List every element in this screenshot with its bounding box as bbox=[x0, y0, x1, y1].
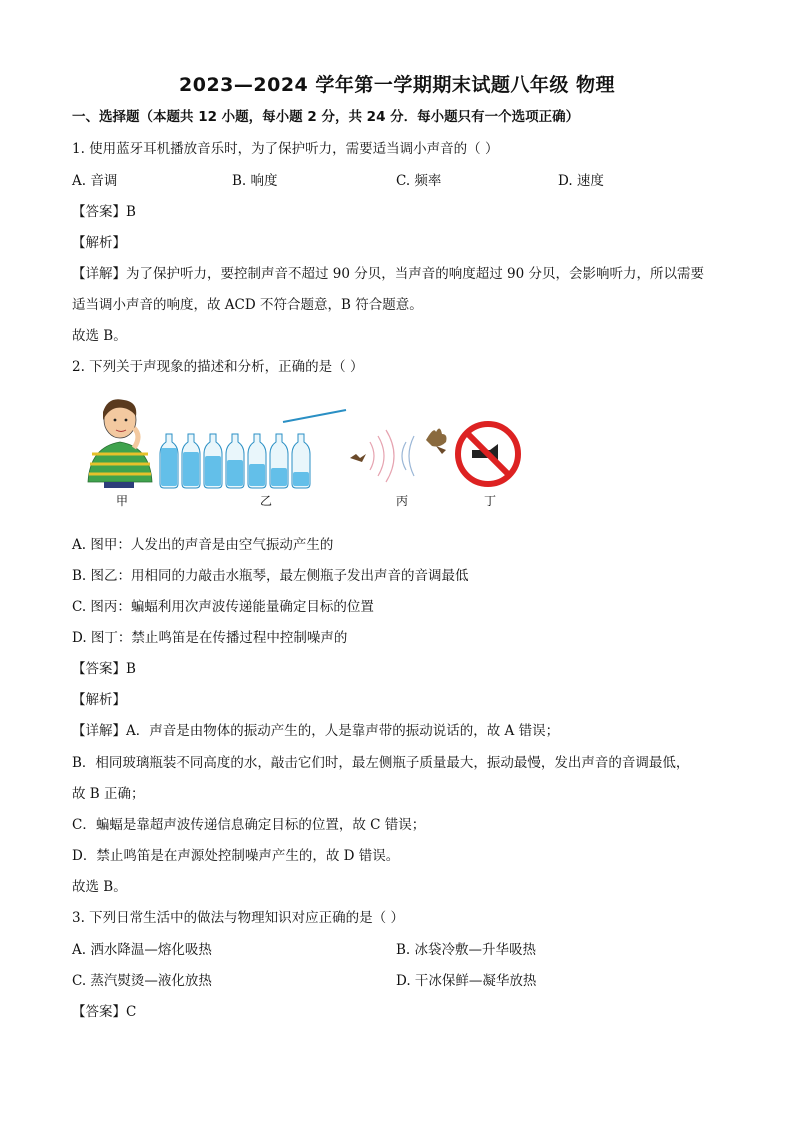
q1-option-b: B. 响度 bbox=[232, 173, 278, 189]
figure-label-jia: 甲 bbox=[116, 494, 129, 508]
q2-conclusion: 故选 B。 bbox=[72, 879, 127, 895]
q2-detail-b-line-2: 故 B 正确； bbox=[72, 786, 145, 802]
question-3-stem: 3. 下列日常生活中的做法与物理知识对应正确的是（ ） bbox=[72, 910, 404, 926]
q2-option-d: D. 图丁：禁止鸣笛是在传播过程中控制噪声的 bbox=[72, 630, 348, 646]
q2-option-a: A. 图甲：人发出的声音是由空气振动产生的 bbox=[72, 537, 334, 553]
q2-option-b: B. 图乙：用相同的力敲击水瓶琴，最左侧瓶子发出声音的音调最低 bbox=[72, 568, 469, 584]
page-title: 2023—2024 学年第一学期期末试题八年级 物理 bbox=[179, 74, 615, 96]
question-1-stem: 1. 使用蓝牙耳机播放音乐时，为了保护听力，需要适当调小声音的（ ） bbox=[72, 141, 499, 157]
q1-option-a: A. 音调 bbox=[72, 173, 118, 189]
q2-detail-b-line-1: B．相同玻璃瓶装不同高度的水，敲击它们时，最左侧瓶子质量最大，振动最慢，发出声音的音调最低， bbox=[72, 755, 690, 771]
section-heading: 一、选择题（本题共 12 小题，每小题 2 分，共 24 分．每小题只有一个选项正确） bbox=[72, 109, 580, 125]
bat-ultrasound-illustration bbox=[350, 428, 447, 482]
figure-label-yi: 乙 bbox=[260, 494, 273, 508]
figure-label-ding: 丁 bbox=[484, 494, 497, 508]
q3-option-b: B. 冰袋冷敷—升华吸热 bbox=[396, 942, 537, 958]
q2-detail-a: 【详解】A．声音是由物体的振动产生的，人是靠声带的振动说话的，故 A 错误； bbox=[72, 723, 560, 739]
water-bottles-illustration bbox=[160, 410, 346, 488]
q1-detail-line-2: 适当调小声音的响度，故 ACD 不符合题意，B 符合题意。 bbox=[72, 297, 423, 313]
sound-phenomena-figure bbox=[78, 392, 528, 512]
q2-option-c: C. 图丙：蝙蝠利用次声波传递能量确定目标的位置 bbox=[72, 599, 374, 615]
q3-answer: 【答案】C bbox=[72, 1004, 137, 1020]
q1-option-d: D. 速度 bbox=[558, 173, 604, 189]
question-2-stem: 2. 下列关于声现象的描述和分析，正确的是（ ） bbox=[72, 359, 364, 375]
q2-analysis-label: 【解析】 bbox=[72, 692, 126, 708]
q1-answer: 【答案】B bbox=[72, 204, 136, 220]
q3-option-a: A. 洒水降温—熔化吸热 bbox=[72, 942, 212, 958]
q1-conclusion: 故选 B。 bbox=[72, 328, 127, 344]
q1-detail-line-1: 【详解】为了保护听力，要控制声音不超过 90 分贝，当声音的响度超过 90 分贝，会影响听力，所以需要 bbox=[72, 266, 705, 282]
q3-option-c: C. 蒸汽熨烫—液化放热 bbox=[72, 973, 212, 989]
no-honking-sign-icon bbox=[458, 424, 518, 484]
q2-answer: 【答案】B bbox=[72, 661, 136, 677]
figure-label-bing: 丙 bbox=[396, 494, 409, 508]
q2-detail-c: C．蝙蝠是靠超声波传递信息确定目标的位置，故 C 错误； bbox=[72, 817, 426, 833]
q1-option-c: C. 频率 bbox=[396, 173, 442, 189]
q3-option-d: D. 干冰保鲜—凝华放热 bbox=[396, 973, 537, 989]
boy-speaking-illustration bbox=[88, 399, 152, 488]
q2-detail-d: D．禁止鸣笛是在声源处控制噪声产生的，故 D 错误。 bbox=[72, 848, 400, 864]
q1-analysis-label: 【解析】 bbox=[72, 235, 126, 251]
